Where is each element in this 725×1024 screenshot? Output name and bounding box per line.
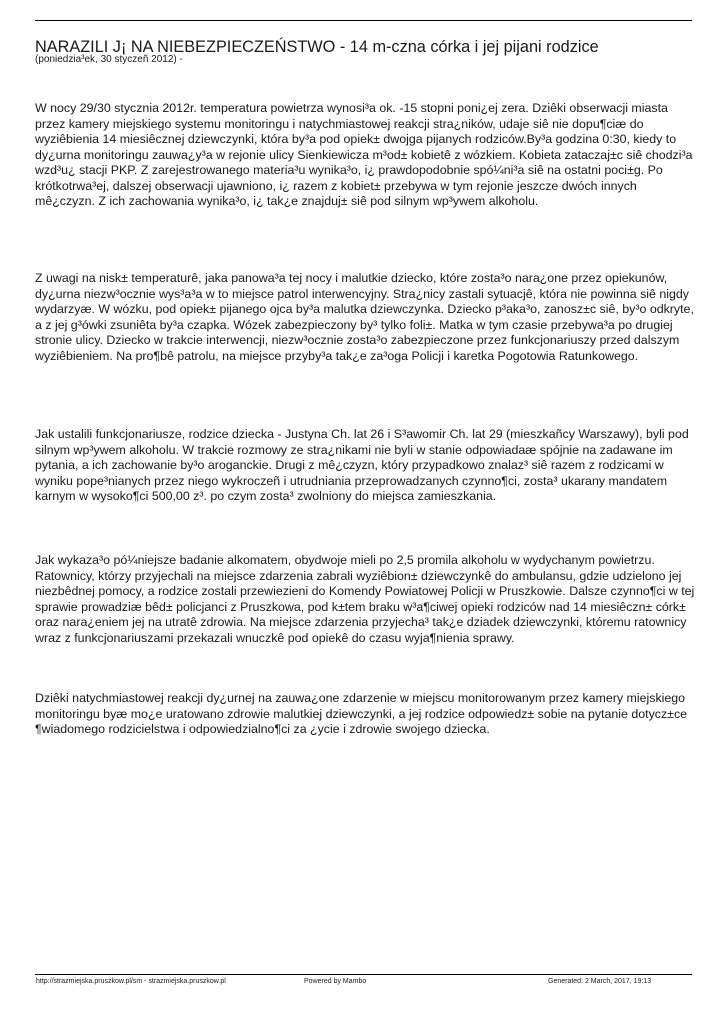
footer-url: http://strazmiejska.pruszkow.pl/sm - strazmiejska.pruszkow.pl xyxy=(36,978,226,985)
footer-powered-by: Powered by Mambo xyxy=(304,978,367,985)
footer-rule xyxy=(35,974,692,975)
article-title: NARAZILI J¡ NA NIEBEZPIECZEŃSTWO - 14 m-czna córka i jej pijani rodzice xyxy=(35,38,599,56)
footer-generated: Generated: 2 March, 2017, 19:13 xyxy=(548,978,652,985)
paragraph-4: Jak wykaza³o pó¼niejsze badanie alkomatem, obydwoje mieli po 2,5 promila alkoholu w wydychanym powietrzu. Ratownicy, którzy przyjechali na miejsce zdarzenia zabrali wyziêbion± dziewczynkê do ambulansu, gdzie udzielono jej niezbêdnej pomocy, a rodzice zostali przewiezieni do Komendy Powiatowej Policji w Pruszkowie. Dalsze czynno¶ci w tej sprawie prowadziæ bêd± policjanci z Pruszkowa, pod k±tem braku w³a¶ciwej opieki rodziców nad 14 miesiêczn± córk± oraz nara¿eniem jej na utratê zdrowia. Na miejsce zdarzenia przyjecha³ tak¿e dziadek dziewczynki, któremu ratownicy wraz z funkcjonariuszami przekazali wnuczkê pod opiekê do czasu wyja¶nienia sprawy. xyxy=(35,553,695,645)
paragraph-1: W nocy 29/30 stycznia 2012r. temperatura powietrza wynosi³a ok. -15 stopni poni¿ej zera. Dziêki obserwacji miasta przez kamery miejskiego systemu monitoringu i natychmiastowej reakcji stra¿ników, udaje siê nie dopu¶ciæ do wyziêbienia 14 miesiêcznej dziewczynki, która by³a pod opiek± dwojga pijanych rodziców.By³a godzina 0:30, kiedy to dy¿urna monitoringu zauwa¿y³a w rejonie ulicy Sienkiewicza m³od± kobietê z wózkiem. Kobieta zataczaj±c siê chodzi³a wzd³u¿ stacji PKP. Z zarejestrowanego materia³u wynika³o, i¿ prawdopodobnie spó¼ni³a siê na ostatni poci±g. Po krótkotrwa³ej, dalszej obserwacji ujawniono, i¿ razem z kobiet± przebywa w tym rejonie jeszcze dwóch innych mê¿czyzn. Z ich zachowania wynika³o, i¿ tak¿e znajduj± siê pod silnym wp³ywem alkoholu. xyxy=(35,101,693,208)
header-rule xyxy=(35,20,692,21)
paragraph-3: Jak ustalili funkcjonariusze, rodzice dziecka - Justyna Ch. lat 26 i S³awomir Ch. lat 29 (mieszkañcy Warszawy), byli pod silnym wp³ywem alkoholu. W trakcie rozmowy ze stra¿nikami nie byli w stanie odpowiadaæ spójnie na zadawane im pytania, a ich zachowanie by³o aroganckie. Drugi z mê¿czyzn, który przypadkowo znalaz³ siê razem z rodzicami w wyniku pope³nianych przez niego wykroczeñ i utrudniania przeprowadzanych czynno¶ci, zosta³ ukarany mandatem karnym w wysoko¶ci 500,00 z³. po czym zosta³ zwolniony do miejsca zamieszkania. xyxy=(35,427,689,503)
article-date: (poniedzia³ek, 30 styczeñ 2012) - xyxy=(35,54,183,65)
paragraph-2: Z uwagi na nisk± temperaturê, jaka panowa³a tej nocy i malutkie dziecko, które zosta³o nara¿one przez opiekunów, dy¿urna niezw³ocznie wys³a³a w to miejsce patrol interwencyjny. Stra¿nicy zastali sytuacjê, która nie powinna siê nigdy wydarzyæ. W wózku, pod opiek± pijanego ojca by³a malutka dziewczynka. Dziecko p³aka³o, zanosz±c siê, by³o odkryte, a z jej g³ówki zsuniêta by³a czapka. Wózek zabezpieczony by³ tylko foli±. Matka w tym czasie przebywa³a po drugiej stronie ulicy. Dziecko w trakcie interwencji, niezw³ocznie zosta³o zabezpieczone przez funkcjonariuszy przed dalszym wyziêbieniem. Na pro¶bê patrolu, na miejsce przyby³a tak¿e za³oga Policji i karetka Pogotowia Ratunkowego. xyxy=(35,271,694,363)
paragraph-5: Dziêki natychmiastowej reakcji dy¿urnej na zauwa¿one zdarzenie w miejscu monitorowanym przez kamery miejskiego monitoringu byæ mo¿e uratowano zdrowie malutkiej dziewczynki, a jej rodzice odpowiedz± sobie na pytanie dotycz±ce ¶wiadomego rodzicielstwa i odpowiedzialno¶ci za ¿ycie i zdrowie swojego dziecka. xyxy=(35,691,688,736)
